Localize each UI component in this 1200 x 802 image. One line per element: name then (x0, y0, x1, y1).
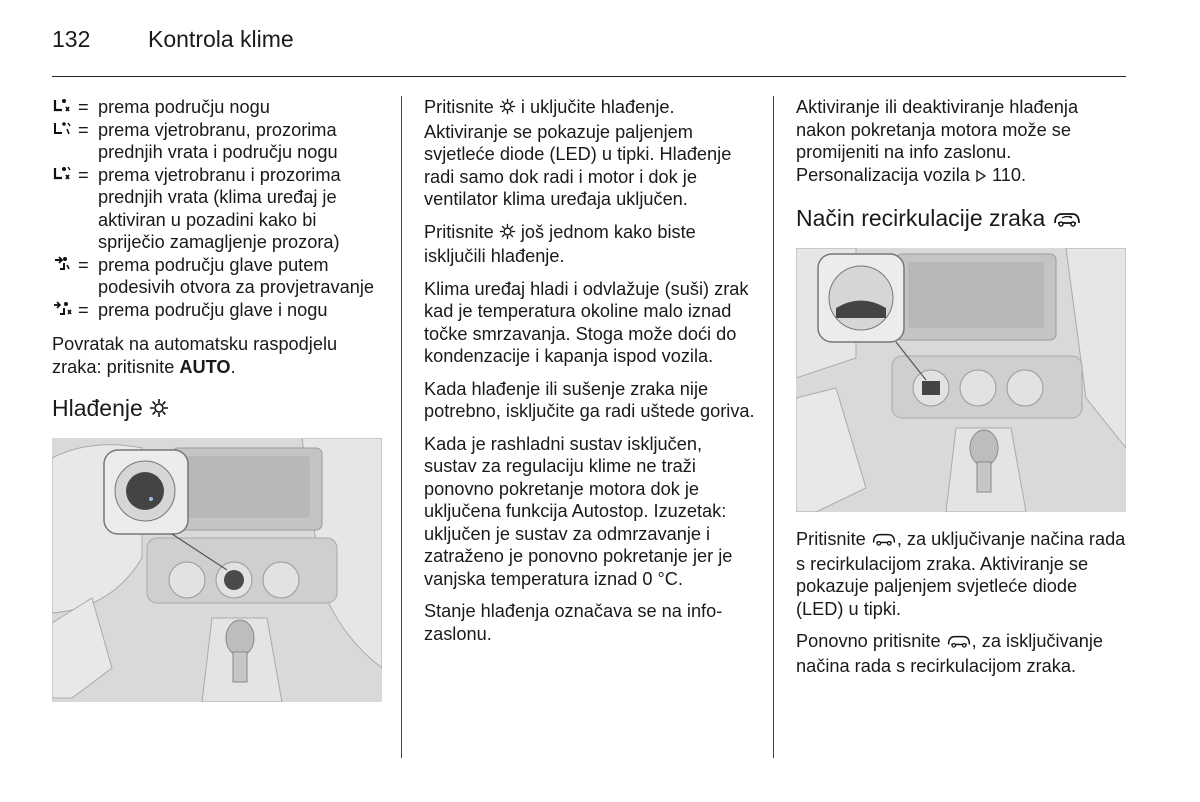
column-2 (424, 96, 758, 655)
paragraph: Klima uređaj hladi i odvlažuje (suši) zrak kad je temperatura okoline malo iznad točke smrzavanja. Stoga može doći do kondenzacije i kapanja ispod vozila. (424, 278, 749, 366)
column-divider (401, 96, 402, 758)
mode-description: prema području glave putem podesivih otvora za provjetravanje (98, 254, 375, 297)
paragraph-text: Ponovno pritisnite (796, 631, 941, 651)
heading-text: Način recirkulacije zraka (796, 205, 1046, 231)
paragraph-text: , za isključivanje načina rada s recirkulacijom zraka. (796, 631, 1104, 676)
equals-sign: = (78, 254, 89, 275)
list-item (52, 299, 382, 322)
air-distribution-list (52, 96, 382, 321)
equals-sign: = (78, 299, 89, 320)
list-item (52, 254, 382, 299)
page-title: Kontrola klime (148, 26, 294, 52)
equals-sign: = (78, 97, 89, 117)
paragraph (796, 96, 1126, 188)
section-heading-cooling (52, 394, 382, 424)
paragraph-text: Povratak na automatsku raspodjelu zraka: pritisnite (52, 334, 338, 377)
paragraph (424, 221, 758, 268)
ac-snowflake-icon (499, 223, 516, 246)
column-3 (796, 96, 1126, 687)
mode-description: prema području nogu (98, 97, 270, 117)
mode-description: prema vjetrobranu, prozorima prednjih vrata i području nogu (98, 119, 338, 162)
paragraph: Kada hlađenje ili sušenje zraka nije potrebno, isključite ga radi uštede goriva. (424, 378, 755, 421)
recirculation-illustration (796, 248, 1126, 512)
list-item (52, 164, 382, 254)
airflow-head-footwell-icon (52, 299, 78, 322)
mode-description: prema području glave i nogu (98, 299, 328, 320)
paragraph-text: . (1021, 164, 1027, 185)
page-number: 132 (52, 26, 91, 52)
header-rule (52, 76, 1126, 77)
airflow-footwell-icon (52, 96, 78, 119)
airflow-windscreen-footwell-ac-icon (52, 164, 78, 254)
paragraph-text: . (230, 356, 236, 377)
paragraph-text: Aktiviranje ili deaktiviranje hlađenja nakon pokretanja motora može se promijeniti na info zaslonu. Personalizacija vozila (796, 97, 1079, 185)
airflow-windscreen-footwell-icon (52, 119, 78, 164)
mode-description: prema vjetrobranu i prozorima prednjih vrata (klima uređaj je aktiviran u pozadini kako bi spriječio zamagljenje prozora) (98, 164, 341, 252)
air-recirculation-icon (1052, 206, 1082, 234)
equals-sign: = (78, 164, 89, 185)
airflow-head-icon (52, 254, 78, 299)
list-item (52, 96, 382, 119)
paragraph (424, 96, 758, 211)
paragraph-text: , za uključivanje načina rada s recirkulacijom zraka. Aktiviranje se pokazuje paljenjem svjetleće diode (LED) u tipki. (796, 529, 1126, 619)
paragraph (796, 528, 1126, 620)
cooling-illustration (52, 438, 382, 702)
section-heading-recirculation (796, 204, 1126, 234)
column-1 (52, 96, 382, 702)
list-item (52, 119, 382, 164)
page-reference-arrow-icon (975, 166, 987, 189)
heading-text: Hlađenje (52, 395, 143, 421)
page-reference: 110 (992, 164, 1021, 185)
paragraph (796, 630, 1126, 677)
ac-snowflake-icon (499, 98, 516, 121)
paragraph-text: Pritisnite (424, 221, 494, 242)
paragraph: Kada je rashladni sustav isključen, sustav za regulaciju klime ne traži ponovno pokretanje motora dok je uključena funkcija Autostop. Izuzetak: uključen je sustav za odmrzavanje i zatraženo je ponovno pokretanje jer je vanjska temperatura iznad 0 °C. (424, 433, 733, 589)
paragraph-text: Pritisnite (424, 97, 494, 117)
paragraph: Stanje hlađenja označava se na info-zaslonu. (424, 601, 723, 644)
auto-button-label: AUTO (179, 356, 231, 377)
air-recirculation-icon (946, 632, 972, 655)
ac-snowflake-icon (149, 396, 169, 424)
equals-sign: = (78, 119, 89, 140)
column-divider (773, 96, 774, 758)
paragraph-text: i uključite hlađenje. Aktiviranje se pokazuje paljenjem svjetleće diode (LED) u tipki. Hlađenje radi samo dok radi i motor i dok je ventilator klima uređaja uključen. (424, 97, 732, 209)
auto-paragraph (52, 333, 382, 378)
air-recirculation-icon (871, 530, 897, 553)
paragraph-text: još jednom kako biste isključili hlađenje. (424, 221, 696, 266)
paragraph-text: Pritisnite (796, 529, 866, 549)
